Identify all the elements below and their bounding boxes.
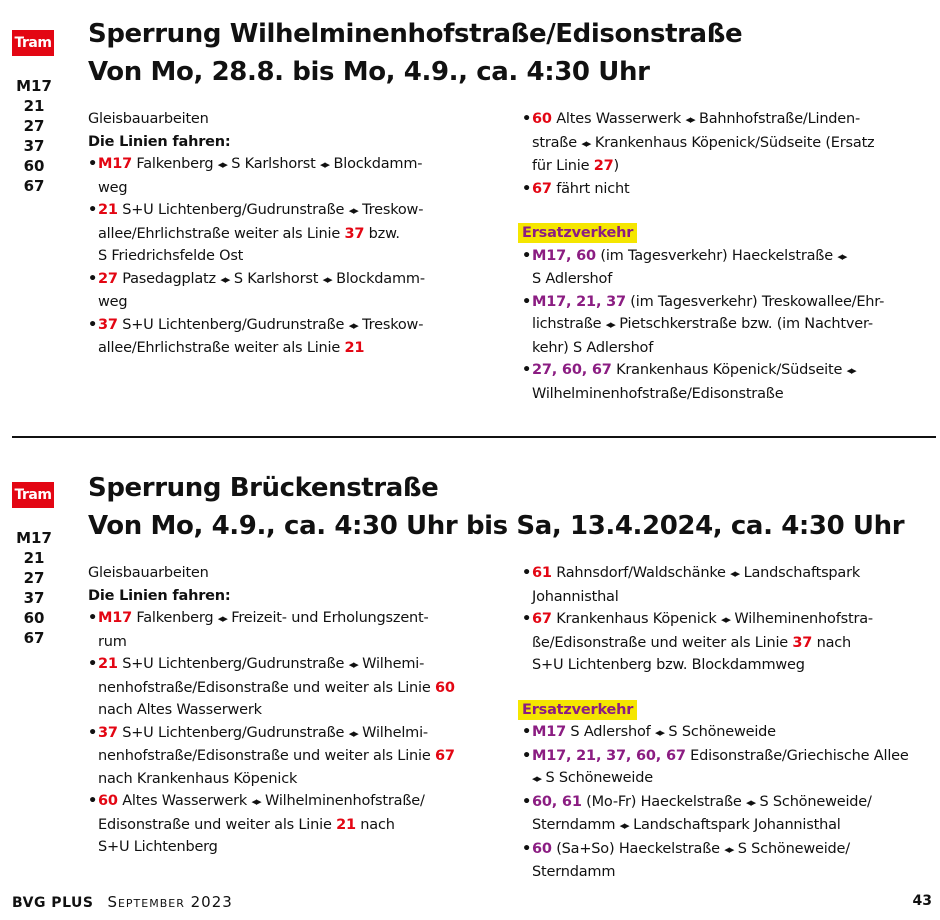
route-line-number: 27, 60, 67 (532, 362, 612, 378)
route-text: Edisonstraße/Griechische Allee ◂▸ S Schöneweide (532, 747, 909, 786)
route-line-number: 67 (532, 611, 552, 627)
route-line-number: 37 (98, 724, 118, 741)
route-text: Krankenhaus Köpenick/Südseite ◂▸ Wilhelminenhofstraße/Edisonstraße (532, 362, 856, 402)
route-list (522, 562, 934, 677)
route-text: S+U Lichtenberg/Gudrunstraße ◂▸ Treskow- allee/Ehrlichstraße weiter als Linie 37 bzw. S Friedrichsfelde Ost (98, 202, 424, 264)
route-list (88, 153, 508, 360)
line-number: 37 (23, 137, 45, 155)
line-number: 21 (23, 549, 45, 567)
route-item (88, 268, 508, 314)
route-text: fährt nicht (551, 180, 630, 197)
route-text: Falkenberg ◂▸ S Karlshorst ◂▸ Blockdamm- weg (98, 156, 423, 196)
right-column (522, 562, 934, 884)
route-item (88, 314, 508, 360)
routes-heading: Die Linien fahren: (88, 133, 231, 150)
route-text: Altes Wasserwerk ◂▸ Bahnhofstraße/Linden- straße ◂▸ Krankenhaus Köpenick/Südseite (Ersatz für Linie 27) (532, 111, 875, 174)
left-column (88, 562, 508, 859)
bullet-icon: • (522, 362, 532, 378)
notice-period: Von Mo, 4.9., ca. 4:30 Uhr bis Sa, 13.4.2024, ca. 4:30 Uhr (88, 511, 905, 541)
tram-badge-icon: Tram (12, 30, 54, 56)
footer-brand: BVG PLUS (12, 895, 94, 911)
notice-title: Sperrung Brückenstraße (88, 473, 439, 503)
line-number: 67 (23, 629, 45, 647)
route-text: Rahnsdorf/Waldschänke ◂▸ Landschaftspark Johannisthal (532, 565, 861, 605)
bullet-icon: • (522, 611, 532, 627)
replacement-list (522, 245, 934, 406)
line-number: M17 (16, 529, 52, 547)
bullet-icon: • (88, 202, 98, 218)
page-number: 43 (912, 893, 932, 909)
bullet-icon: • (522, 793, 532, 810)
route-item (88, 607, 508, 653)
route-text: Falkenberg ◂▸ Freizeit- und Erholungszent- rum (98, 610, 429, 650)
routes-heading: Die Linien fahren: (88, 587, 231, 604)
route-item (522, 562, 934, 608)
bullet-icon: • (522, 747, 532, 764)
bullet-icon: • (88, 270, 98, 287)
route-line-number: 27 (98, 270, 118, 287)
route-item (522, 108, 934, 178)
ersatzverkehr-label: Ersatzverkehr (518, 700, 637, 720)
route-item (522, 359, 934, 405)
notice-title: Sperrung Wilhelminenhofstraße/Edisonstraße (88, 19, 743, 49)
route-line-number: 37 (98, 316, 118, 333)
route-line-number: M17, 60 (532, 247, 596, 264)
ersatzverkehr-label: Ersatzverkehr (518, 223, 637, 243)
line-number: 67 (23, 177, 45, 195)
route-item (88, 153, 508, 199)
route-item (522, 178, 934, 201)
route-text: (im Tagesverkehr) Treskowallee/Ehr- lichstraße ◂▸ Pietschkerstraße bzw. (im Nachtver- kehr) S Adlershof (532, 293, 885, 356)
route-line-number: M17, 21, 37, 60, 67 (532, 747, 686, 764)
line-number: M17 (16, 77, 52, 95)
line-number: 37 (23, 589, 45, 607)
route-item (522, 291, 934, 360)
route-text: (Mo-Fr) Haeckelstraße ◂▸ S Schöneweide/ Sterndamm ◂▸ Landschaftspark Johannisthal (532, 793, 872, 833)
route-item (522, 791, 934, 838)
route-line-number: M17 (532, 724, 567, 740)
bullet-icon: • (88, 793, 98, 809)
bullet-icon: • (522, 180, 532, 197)
reason: Gleisbauarbeiten (88, 565, 209, 581)
line-number: 21 (23, 97, 45, 115)
route-text: Krankenhaus Köpenick ◂▸ Wilheminenhofstra- ße/Edisonstraße und weiter als Linie 37 nach S+U Lichtenberg bzw. Blockdammweg (532, 611, 873, 673)
section-divider (12, 436, 936, 438)
footer-month: September 2023 (107, 893, 233, 911)
route-text: S+U Lichtenberg/Gudrunstraße ◂▸ Wilhelmi- nenhofstraße/Edisonstraße und weiter als Linie 67 nach Krankenhaus Köpenick (98, 724, 455, 787)
route-item (88, 653, 508, 722)
route-text: S+U Lichtenberg/Gudrunstraße ◂▸ Treskow- allee/Ehrlichstraße weiter als Linie 21 (98, 316, 424, 356)
route-line-number: 67 (532, 180, 552, 197)
notice-period: Von Mo, 28.8. bis Mo, 4.9., ca. 4:30 Uhr (88, 57, 650, 87)
route-text: Pasedagplatz ◂▸ S Karlshorst ◂▸ Blockdamm- weg (98, 270, 425, 310)
route-item (522, 245, 934, 291)
bullet-icon: • (88, 316, 98, 333)
route-line-number: 60, 61 (532, 793, 582, 810)
line-number: 60 (23, 157, 45, 175)
bullet-icon: • (88, 656, 98, 672)
route-line-number: M17 (98, 610, 133, 626)
route-line-number: 61 (532, 565, 552, 581)
tram-badge-icon: Tram (12, 482, 54, 508)
route-line-number: M17, 21, 37 (532, 293, 626, 310)
route-item (522, 721, 934, 745)
affected-lines (14, 76, 54, 196)
route-item (522, 838, 934, 884)
reason: Gleisbauarbeiten (88, 111, 209, 127)
route-item (88, 199, 508, 268)
route-text: (im Tagesverkehr) Haeckelstraße ◂▸ S Adlershof (532, 247, 847, 287)
bullet-icon: • (522, 293, 532, 310)
route-line-number: 60 (532, 840, 552, 857)
bullet-icon: • (522, 247, 532, 264)
line-number: 60 (23, 609, 45, 627)
bullet-icon: • (88, 724, 98, 741)
route-line-number: 21 (98, 656, 118, 672)
route-item (522, 745, 934, 791)
bullet-icon: • (522, 565, 532, 581)
bullet-icon: • (522, 840, 532, 857)
route-list (88, 607, 508, 859)
route-text: S+U Lichtenberg/Gudrunstraße ◂▸ Wilhemi- nenhofstraße/Edisonstraße und weiter als Linie 60 nach Altes Wasserwerk (98, 656, 455, 718)
page-footer (12, 893, 233, 911)
route-item (88, 722, 508, 791)
bullet-icon: • (88, 156, 98, 172)
route-list (522, 108, 934, 200)
affected-lines (14, 528, 54, 648)
route-item (88, 790, 508, 859)
route-line-number: 60 (98, 793, 118, 809)
route-text: (Sa+So) Haeckelstraße ◂▸ S Schöneweide/ Sterndamm (532, 840, 850, 880)
bullet-icon: • (522, 111, 532, 127)
route-line-number: 21 (98, 202, 118, 218)
right-column (522, 108, 934, 405)
route-line-number: M17 (98, 156, 133, 172)
bullet-icon: • (522, 724, 532, 740)
left-column (88, 108, 508, 360)
line-number: 27 (23, 117, 45, 135)
route-item (522, 608, 934, 677)
route-line-number: 60 (532, 111, 552, 127)
line-number: 27 (23, 569, 45, 587)
bullet-icon: • (88, 610, 98, 626)
route-text: S Adlershof ◂▸ S Schöneweide (566, 724, 776, 740)
route-text: Altes Wasserwerk ◂▸ Wilhelminenhofstraße/ Edisonstraße und weiter als Linie 21 nach S+U Lichtenberg (98, 793, 425, 855)
replacement-list (522, 721, 934, 884)
